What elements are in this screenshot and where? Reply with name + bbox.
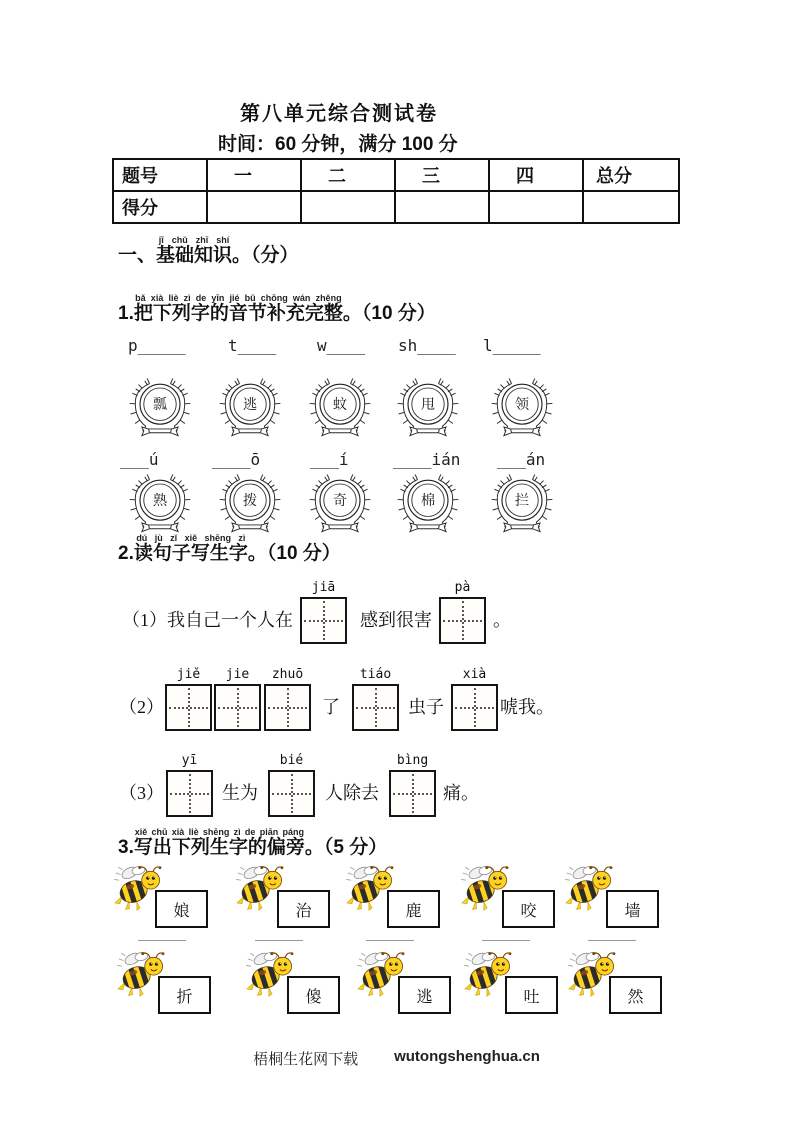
question1-pinyin: bǎ xià liè zì de yīn jié bǔ chōng wán zhěng: [133, 293, 343, 303]
pinyin-label: pà: [454, 580, 471, 595]
score-row-label: 得分: [113, 191, 207, 223]
character-box: 折: [158, 976, 211, 1014]
pinyin-label: jiě: [176, 667, 201, 682]
character-box: 傻: [287, 976, 340, 1014]
pinyin-label: tiáo: [359, 667, 392, 682]
question1-heading: [118, 294, 436, 325]
syllable-blank: ___án: [497, 450, 546, 469]
syllable-blank: ____ō: [212, 450, 261, 469]
score-cell-empty: [207, 191, 301, 223]
page-subtitle: 时间：60 分钟，满分 100 分: [218, 134, 458, 155]
character-box: 咬: [502, 890, 555, 928]
sentence-text: 人除去: [325, 783, 379, 803]
wreath-character: 奇: [332, 492, 348, 509]
writing-box: [268, 770, 315, 817]
bee-item: [244, 950, 340, 1016]
answer-blank-line: [588, 940, 636, 941]
score-header-cell: 三: [395, 159, 489, 191]
score-header-cell: 总分: [583, 159, 679, 191]
laurel-wreath-icon: [482, 472, 562, 536]
wreath-character: 瓢: [152, 396, 168, 413]
pinyin-label: xià: [462, 667, 487, 682]
question1-title: 把下列字的音节补充完整: [133, 303, 343, 324]
writing-box: [352, 684, 399, 731]
bee-item: [462, 950, 558, 1016]
laurel-wreath-icon: [388, 376, 468, 440]
wreath-character: 拨: [242, 492, 258, 509]
laurel-wreath-icon: [210, 472, 290, 536]
question3-suffix: 。（5 分）: [304, 837, 388, 858]
score-header-cell: 题号: [113, 159, 207, 191]
wreath-character: 拦: [514, 492, 530, 509]
wreath-character: 领: [514, 396, 530, 413]
sentence-text: 感到很害: [360, 610, 432, 630]
pinyin-label: jiā: [311, 580, 336, 595]
character-box: 治: [277, 890, 330, 928]
pinyin-label: jie: [225, 667, 250, 682]
page-title: 第八单元综合测试卷: [240, 103, 438, 125]
bee-item: [355, 950, 451, 1016]
wreath-character: 蚊: [332, 396, 348, 413]
wreath-character: 棉: [420, 492, 436, 509]
sentence-text: 了: [322, 697, 340, 717]
answer-blank-line: [255, 940, 303, 941]
page-footer: [0, 1048, 793, 1069]
sentence-text: 痛。: [443, 783, 479, 803]
sentence-text: 。: [493, 610, 511, 630]
score-header-cell: 一: [207, 159, 301, 191]
sentence-3: [115, 753, 483, 818]
wreath-character: 逃: [242, 396, 258, 413]
pinyin-label: bié: [279, 753, 304, 768]
laurel-wreath-icon: [210, 376, 290, 440]
laurel-wreath-icon: [120, 376, 200, 440]
score-table: [112, 158, 680, 224]
question3-pinyin: xiě chū xià liè shēng zì de piān páng: [133, 827, 305, 837]
writing-box: [300, 597, 347, 644]
footer-site-name: 梧桐生花网下载: [253, 1052, 359, 1068]
sentence-text: 唬我。: [500, 697, 554, 717]
section1-pinyin: jī chǔ zhī shí: [156, 235, 233, 245]
question3-number: 3.: [118, 837, 134, 858]
question2-number: 2.: [118, 543, 134, 564]
pinyin-label: yī: [181, 753, 198, 768]
character-box: 鹿: [387, 890, 440, 928]
syllable-blank: t____: [228, 336, 277, 355]
bee-item: [566, 950, 662, 1016]
sentence-text: （2）: [119, 697, 164, 717]
bee-item: [115, 950, 211, 1016]
syllable-blank: l_____: [483, 336, 541, 355]
question3-title: 写出下列生字的偏旁: [133, 837, 305, 858]
wreath-character: 熟: [152, 492, 168, 509]
syllable-blank: w____: [317, 336, 366, 355]
laurel-wreath-icon: [300, 376, 380, 440]
score-cell-empty: [489, 191, 583, 223]
section1-number: 一、: [118, 245, 157, 266]
answer-blank-line: [366, 940, 414, 941]
character-box: 墙: [606, 890, 659, 928]
laurel-wreath-icon: [300, 472, 380, 536]
sentence-text: 生为: [222, 783, 258, 803]
section1-heading: [118, 236, 299, 267]
character-box: 逃: [398, 976, 451, 1014]
character-box: 然: [609, 976, 662, 1014]
question2-suffix: 。（10 分）: [247, 543, 341, 564]
score-header-cell: 四: [489, 159, 583, 191]
syllable-blank: sh____: [398, 336, 456, 355]
writing-box: [264, 684, 311, 731]
writing-box: [389, 770, 436, 817]
bee-item: [563, 864, 659, 930]
sentence-text: （1）我自己一个人在: [122, 610, 293, 630]
bee-item: [112, 864, 208, 930]
sentence-text: 虫子: [408, 697, 444, 717]
question2-pinyin: dú jù zǐ xiě shēng zì: [133, 533, 248, 543]
sentence-1: [118, 580, 515, 645]
laurel-wreath-icon: [388, 472, 468, 536]
writing-box: [214, 684, 261, 731]
sentence-text: （3）: [119, 783, 164, 803]
laurel-wreath-icon: [482, 376, 562, 440]
character-box: 娘: [155, 890, 208, 928]
character-box: 吐: [505, 976, 558, 1014]
wreath-character: 甩: [420, 396, 436, 413]
score-cell-empty: [583, 191, 679, 223]
pinyin-label: zhuō: [271, 667, 304, 682]
question1-number: 1.: [118, 303, 134, 324]
score-table-header-row: [113, 159, 679, 191]
sentence-2: [115, 667, 558, 732]
question2-heading: [118, 534, 341, 565]
syllable-blank: ____ián: [393, 450, 461, 469]
score-header-cell: 二: [301, 159, 395, 191]
footer-site-url: wutongshenghua.cn: [394, 1048, 540, 1065]
writing-box: [165, 684, 212, 731]
answer-blank-line: [138, 940, 186, 941]
bee-item: [459, 864, 555, 930]
bee-item: [344, 864, 440, 930]
score-table-score-row: [113, 191, 679, 223]
syllable-blank: ___ú: [120, 450, 159, 469]
laurel-wreath-icon: [120, 472, 200, 536]
score-cell-empty: [301, 191, 395, 223]
section1-suffix: 。（分）: [232, 245, 299, 266]
question1-suffix: 。（10 分）: [342, 303, 436, 324]
pinyin-label: bìng: [396, 753, 429, 768]
writing-box: [166, 770, 213, 817]
syllable-blank: ___í: [310, 450, 349, 469]
writing-box: [439, 597, 486, 644]
syllable-blank: p_____: [128, 336, 186, 355]
bee-item: [234, 864, 330, 930]
question2-title: 读句子写生字: [133, 543, 248, 564]
writing-box: [451, 684, 498, 731]
section1-title: 基础知识: [156, 245, 233, 266]
score-cell-empty: [395, 191, 489, 223]
question3-heading: [118, 828, 387, 859]
answer-blank-line: [482, 940, 530, 941]
